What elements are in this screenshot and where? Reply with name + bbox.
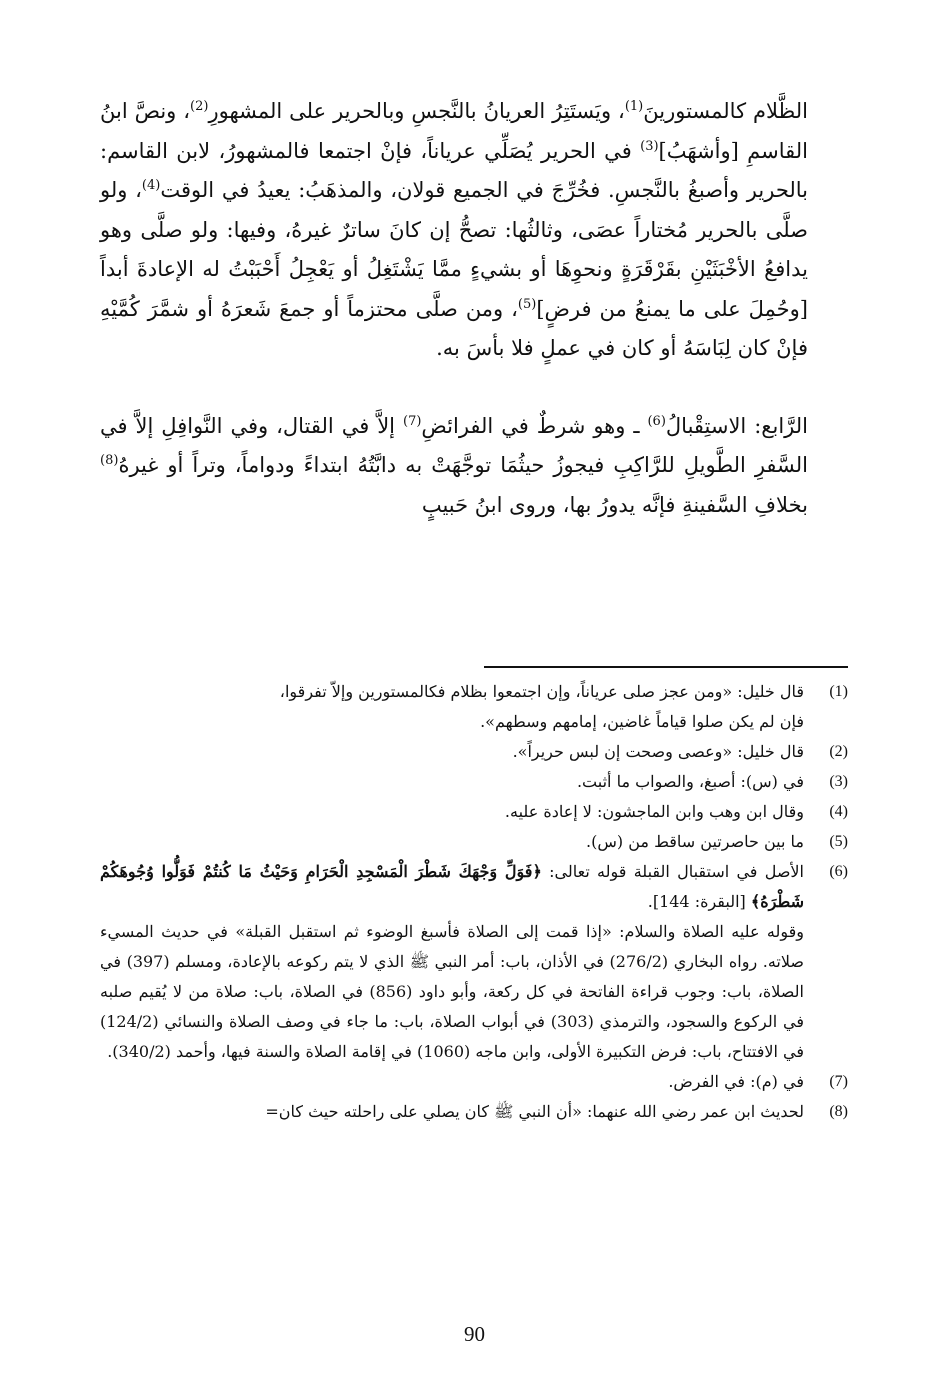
footnote-body — [100, 1097, 804, 1127]
footnote-body — [100, 827, 804, 857]
text-run: ، ولو صلَّى بالحرير مُختاراً عصَى، وثالثُها: تصحُّ إن كانَ ساترٌ غيرهُ، وفيها: ولو صلَّى وهو يدافعُ الأخْبَثَيْنِ بقَرْقَرَةٍ ونحوِهَا أو بشيءٍ ممَّا يَشْتَغِلُ أو يَعْجِلُ أَحْبَبْتُ له الإعادةَ أبداً [وحُمِلَ على ما يمنعُ من فرضٍ] — [100, 178, 808, 321]
footnote-body — [100, 677, 804, 737]
footnote-ref[interactable]: (6) — [647, 413, 666, 429]
footnote-item — [100, 1097, 848, 1127]
footnote-number: (8) — [829, 1103, 848, 1120]
footnote-ref[interactable]: (8) — [100, 453, 119, 468]
footnote-item — [100, 827, 848, 857]
footnote-number: (6) — [829, 863, 848, 880]
paragraph-2 — [100, 407, 808, 526]
footnote-number: (1) — [829, 683, 848, 700]
footnote-body — [100, 857, 804, 917]
footnote-line: فإن لم يكن صلوا قياماً غاضين، إمامهم وسطهم». — [480, 712, 804, 731]
footnote-line: وقال ابن وهب وابن الماجشون: لا إعادة عليه. — [504, 802, 804, 821]
main-text — [100, 92, 808, 525]
page-number: 90 — [464, 1322, 485, 1346]
footnote-line: قال خليل: «وعصى وصحت إن لبس حريراً». — [512, 742, 804, 761]
text-run: ، ويَستَتِرُ العريانُ بالنَّجسِ وبالحرير على المشهورِ — [208, 99, 625, 123]
footnote-line: في (م): في الفرض. — [668, 1072, 804, 1091]
footnote-item — [100, 857, 848, 917]
footnote-item — [100, 677, 848, 737]
footnote-line: ما بين حاصرتين ساقط من (س). — [586, 832, 804, 851]
footnote-line: في (س): أصبغ، والصواب ما أثبت. — [576, 772, 804, 791]
footnote-text: الأصل في استقبال القبلة قوله تعالى: — [541, 862, 805, 881]
text-run: الرَّابع: الاستِقْبالُ — [665, 413, 808, 438]
footnote-body — [100, 1067, 804, 1097]
footnote-number: (4) — [829, 803, 848, 820]
quran-reference: [البقرة: 144]. — [647, 892, 751, 911]
text-run: ، ومن صلَّى محتزماً أو جمعَ شَعرَهُ أو شمَّرَ كُمَّيْهِ فإنْ كان لِبَاسَهُ أو كان في عملٍ فلا بأسَ به. — [100, 296, 808, 360]
footnote-ref[interactable]: (2) — [190, 99, 209, 114]
footnote-ref[interactable]: (7) — [402, 413, 422, 429]
footnote-body — [100, 737, 804, 767]
footnote-line: لحديث ابن عمر رضي الله عنهما: «أن النبي ﷺ كان يصلي على راحلته حيث كان= — [265, 1102, 804, 1121]
footnote-item — [100, 737, 848, 767]
text-run: إلاَّ في القتال، وفي النَّوافِلِ إلاَّ في السَّفرِ الطَّويلِ للرَّاكِبِ فيجوزُ حيثُمَا توجَّهَتْ به دابَّتُهُ ابتداءً ودواماً، وتراً أو غيرهُ — [100, 413, 808, 477]
footnote-number: (7) — [829, 1073, 848, 1090]
text-run: ـ وهو شرطٌ في الفرائضِ — [421, 413, 648, 438]
footnote-ref[interactable]: (5) — [517, 296, 537, 312]
text-run: بخلافِ السَّفينةِ فإنَّه يدورُ بها، وروى ابنُ حَبيبٍ — [421, 492, 808, 517]
footnote-ref[interactable]: (1) — [624, 99, 644, 114]
footnote-number: (3) — [829, 773, 848, 790]
footnotes — [100, 677, 848, 1127]
footnote-number: (5) — [829, 833, 848, 850]
footnote-ref[interactable]: (4) — [141, 178, 161, 193]
footnote-item — [100, 1067, 848, 1097]
footnote-number: (2) — [829, 743, 848, 760]
footnote-line: قال خليل: «ومن عجز صلى عرياناً، وإن اجتمعوا بظلام فكالمستورين وإلاّ تفرقوا، — [279, 682, 804, 701]
text-run: في الحرير يُصَلِّي عرياناً، فإنْ اجتمعا فالمشهورُ، لابن القاسم: بالحرير وأصبغُ بالنَّجسِ. فخُرِّجَ في الجميع قولان، والمذهَبُ: يعيدُ في الوقت — [100, 138, 809, 202]
footnote-separator — [484, 666, 848, 668]
text-run: ، ونصَّ ابنُ القاسمِ [وأشهَبُ] — [100, 99, 808, 163]
quran-verse: ﴿فَوَلِّ وَجْهَكَ شَطْرَ الْمَسْجِدِ الْحَرَامِ وَحَيْثُ مَا كُنتُمْ فَوَلُّوا وُجُوهَكُمْ شَطْرَهُ﴾ — [100, 862, 804, 911]
footnote-ref[interactable]: (3) — [640, 138, 659, 154]
text-run: الظَّلام كالمستورينَ — [643, 99, 808, 123]
paragraph-1 — [100, 92, 808, 369]
footnote-item — [100, 797, 848, 827]
footnote-item — [100, 767, 848, 797]
footnote-continuation: وقوله عليه الصلاة والسلام: «إذا قمت إلى الصلاة فأسبغ الوضوء ثم استقبل القبلة» في حديث المسيء صلاته. رواه البخاري (276/2) في الأذان، باب: أمر النبي ﷺ الذي لا يتم ركوعه بالإعادة، ومسلم (397) في الصلاة، باب: وجوب قراءة الفاتحة في كل ركعة، وأبو داود (856) في الصلاة، باب: صلاة من لا يُقيم صلبه في الركوع والسجود، والترمذي (303) في أبواب الصلاة، باب: ما جاء في وصف الصلاة والنسائي (124/2) في الافتتاح، باب: فرض التكبيرة الأولى، وابن ماجه (1060) في إقامة الصلاة والسنة فيها، وأحمد (340/2). — [100, 922, 805, 1061]
footnote-body — [100, 767, 804, 797]
footnote-body — [100, 797, 804, 827]
